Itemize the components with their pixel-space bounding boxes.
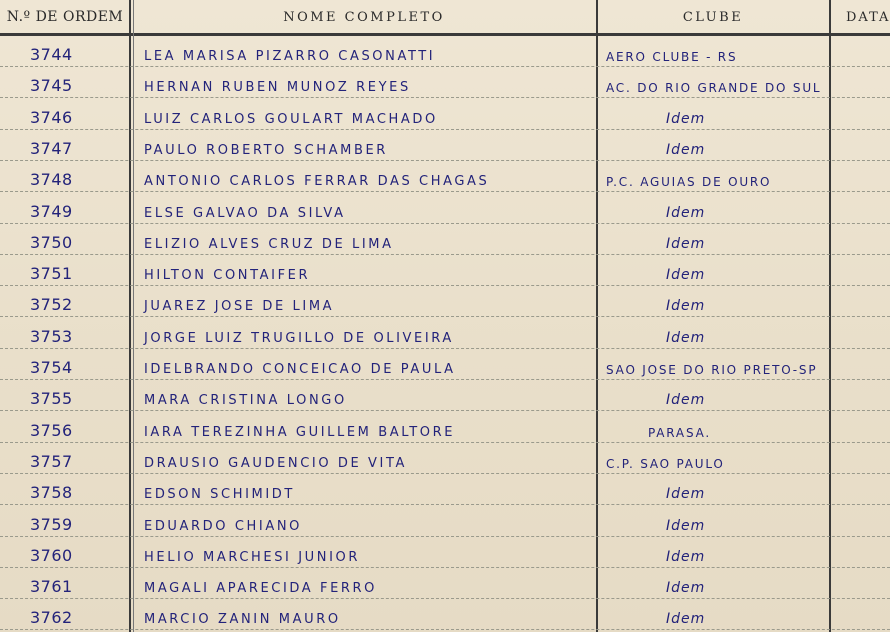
table-row	[0, 286, 890, 317]
full-name: EDSON SCHIMIDT	[144, 487, 295, 503]
header-order-number: N.º DE ORDEM	[6, 9, 124, 25]
full-name: PAULO ROBERTO SCHAMBER	[144, 142, 388, 158]
full-name: MARA CRISTINA LONGO	[144, 393, 347, 409]
order-number: 3753	[30, 326, 73, 346]
club-name: Idem	[666, 235, 706, 252]
full-name: HELIO MARCHESI JUNIOR	[144, 549, 360, 565]
table-row	[0, 99, 890, 130]
full-name: DRAUSIO GAUDENCIO DE VITA	[144, 455, 407, 471]
table-row	[0, 130, 890, 161]
table-row	[0, 318, 890, 349]
full-name: ANTONIO CARLOS FERRAR DAS CHAGAS	[144, 174, 490, 190]
club-name: AC. DO RIO GRANDE DO SUL	[606, 81, 822, 96]
table-row	[0, 224, 890, 255]
header-full-name: NOME COMPLETO	[283, 9, 445, 25]
club-name: Idem	[666, 392, 706, 409]
club-name: Idem	[666, 548, 706, 565]
club-name: Idem	[666, 204, 706, 221]
order-number: 3746	[30, 107, 73, 127]
order-number: 3757	[30, 451, 73, 471]
table-row	[0, 537, 890, 568]
table-row	[0, 161, 890, 192]
order-number: 3761	[30, 577, 73, 597]
table-row	[0, 443, 890, 474]
full-name: ELIZIO ALVES CRUZ DE LIMA	[144, 236, 394, 252]
order-number: 3745	[30, 76, 73, 96]
full-name: MARCIO ZANIN MAURO	[144, 612, 341, 628]
club-name: Idem	[666, 267, 706, 284]
table-row	[0, 599, 890, 630]
header-date: DATA	[846, 9, 890, 25]
table-row	[0, 506, 890, 537]
club-name: Idem	[666, 486, 706, 503]
order-number: 3744	[30, 45, 73, 64]
order-number: 3760	[30, 545, 73, 565]
club-name: Idem	[666, 141, 706, 158]
full-name: LUIZ CARLOS GOULART MACHADO	[144, 111, 438, 127]
order-number: 3762	[30, 608, 73, 628]
order-number: 3750	[30, 232, 73, 252]
order-number: 3751	[30, 264, 73, 284]
club-name: Idem	[666, 110, 706, 127]
table-row	[0, 349, 890, 380]
full-name: IDELBRANDO CONCEICAO DE PAULA	[144, 362, 456, 377]
order-number: 3755	[30, 389, 73, 409]
table-row	[0, 36, 890, 67]
full-name: HILTON CONTAIFER	[144, 268, 311, 284]
order-number: 3748	[30, 170, 73, 190]
header-club: CLUBE	[682, 9, 744, 25]
club-name: PARASA.	[648, 425, 711, 440]
full-name: ELSE GALVAO DA SILVA	[144, 205, 346, 221]
table-row	[0, 193, 890, 224]
table-row	[0, 67, 890, 98]
club-name: Idem	[666, 611, 706, 628]
club-name: P.C. AGUIAS DE OURO	[606, 175, 772, 190]
club-name: Idem	[666, 329, 706, 346]
order-number: 3756	[30, 420, 73, 440]
table-row	[0, 568, 890, 599]
table-row	[0, 412, 890, 443]
full-name: JUAREZ JOSE DE LIMA	[144, 299, 335, 315]
table-row	[0, 474, 890, 505]
order-number: 3749	[30, 201, 73, 221]
order-number: 3758	[30, 483, 73, 503]
full-name: MAGALI APARECIDA FERRO	[144, 581, 378, 597]
full-name: EDUARDO CHIANO	[144, 518, 302, 534]
club-name: Idem	[666, 517, 706, 534]
full-name: IARA TEREZINHA GUILLEM BALTORE	[144, 424, 456, 440]
full-name: HERNAN RUBEN MUNOZ REYES	[144, 80, 411, 96]
club-name: Idem	[666, 298, 706, 315]
full-name: JORGE LUIZ TRUGILLO DE OLIVEIRA	[144, 330, 454, 346]
order-number: 3747	[30, 138, 73, 158]
club-name: AERO CLUBE - RS	[606, 50, 738, 64]
order-number: 3759	[30, 514, 73, 534]
full-name: LEA MARISA PIZARRO CASONATTI	[144, 49, 436, 64]
order-number: 3752	[30, 295, 73, 315]
table-row	[0, 255, 890, 286]
club-name: C.P. SAO PAULO	[606, 456, 725, 471]
table-row	[0, 380, 890, 411]
club-name: SAO JOSE DO RIO PRETO-SP	[606, 363, 818, 377]
order-number: 3754	[30, 358, 73, 377]
club-name: Idem	[666, 580, 706, 597]
